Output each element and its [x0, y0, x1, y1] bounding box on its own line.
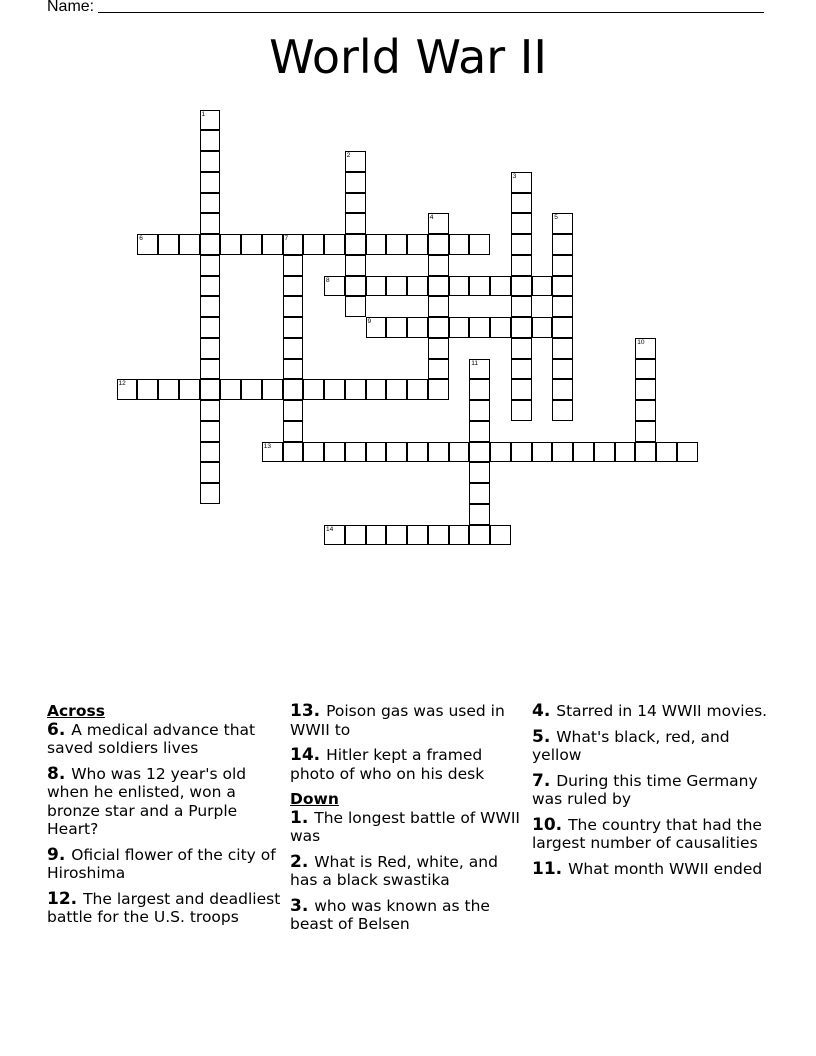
clue-across-6: 6. A medical advance that saved soldiers lives: [47, 719, 256, 757]
grid-cell[interactable]: [552, 213, 573, 234]
grid-cell[interactable]: [137, 234, 158, 255]
grid-cell[interactable]: [200, 483, 221, 504]
grid-cell[interactable]: [366, 276, 387, 297]
grid-cell[interactable]: [200, 296, 221, 317]
grid-cell[interactable]: [552, 234, 573, 255]
grid-cell[interactable]: [200, 338, 221, 359]
grid-cell[interactable]: [366, 234, 387, 255]
grid-cell[interactable]: [200, 379, 221, 400]
grid-cell[interactable]: [407, 379, 428, 400]
grid-cell[interactable]: [469, 504, 490, 525]
grid-cell[interactable]: [428, 317, 449, 338]
grid-cell[interactable]: [469, 317, 490, 338]
grid-cell[interactable]: [283, 296, 304, 317]
clue-across-14: 14. Hitler kept a framed photo of who on his desk: [290, 745, 485, 783]
grid-cell[interactable]: [677, 442, 698, 463]
grid-cell[interactable]: [407, 317, 428, 338]
clue-down-11: 11. What month WWII ended: [532, 858, 763, 879]
grid-cell[interactable]: [469, 525, 490, 546]
grid-cell[interactable]: [137, 379, 158, 400]
grid-cell[interactable]: [179, 234, 200, 255]
grid-cell[interactable]: [158, 379, 179, 400]
grid-cell[interactable]: [262, 379, 283, 400]
grid-cell[interactable]: [345, 193, 366, 214]
grid-cell[interactable]: [345, 234, 366, 255]
grid-cell[interactable]: [200, 400, 221, 421]
grid-cell[interactable]: [324, 234, 345, 255]
name-field[interactable]: [47, 0, 764, 16]
grid-cell[interactable]: [345, 276, 366, 297]
grid-cell[interactable]: [324, 525, 345, 546]
grid-cell[interactable]: [200, 172, 221, 193]
grid-cell[interactable]: [428, 338, 449, 359]
grid-cell[interactable]: [511, 359, 532, 380]
grid-cell[interactable]: [573, 442, 594, 463]
grid-cell[interactable]: [345, 379, 366, 400]
grid-cell[interactable]: [220, 234, 241, 255]
grid-cell[interactable]: [283, 400, 304, 421]
grid-cell[interactable]: [428, 234, 449, 255]
grid-cell[interactable]: [345, 213, 366, 234]
down-heading: Down: [290, 790, 339, 808]
grid-cell[interactable]: [303, 379, 324, 400]
clue-number: 1: [201, 110, 206, 118]
grid-cell[interactable]: [490, 317, 511, 338]
grid-cell[interactable]: [241, 234, 262, 255]
grid-cell[interactable]: [511, 338, 532, 359]
grid-cell[interactable]: [200, 317, 221, 338]
grid-cell[interactable]: [552, 359, 573, 380]
grid-cell[interactable]: [594, 442, 615, 463]
grid-cell[interactable]: [283, 379, 304, 400]
grid-cell[interactable]: [615, 442, 636, 463]
clue-down-5: 5. What's black, red, and yellow: [532, 726, 730, 764]
grid-cell[interactable]: [428, 255, 449, 276]
grid-cell[interactable]: [552, 317, 573, 338]
grid-cell[interactable]: [283, 359, 304, 380]
grid-cell[interactable]: [283, 317, 304, 338]
grid-cell[interactable]: [345, 296, 366, 317]
grid-cell[interactable]: [428, 442, 449, 463]
grid-cell[interactable]: [345, 255, 366, 276]
grid-cell[interactable]: [532, 276, 553, 297]
clue-number: 4: [429, 214, 434, 222]
grid-cell[interactable]: [656, 442, 677, 463]
clue-across-12: 12. The largest and deadliest battle for the U.S. troops: [47, 888, 281, 926]
grid-cell[interactable]: [511, 442, 532, 463]
clue-column-1: [47, 702, 283, 934]
grid-cell[interactable]: [407, 276, 428, 297]
grid-cell[interactable]: [511, 234, 532, 255]
grid-cell[interactable]: [366, 525, 387, 546]
clue-down-4: 4. Starred in 14 WWII movies.: [532, 701, 768, 721]
grid-cell[interactable]: [635, 338, 656, 359]
clue-across-8: 8. Who was 12 year's old when he enlisted, won a bronze star and a Purple Heart?: [47, 763, 247, 838]
grid-cell[interactable]: [262, 442, 283, 463]
grid-cell[interactable]: [200, 213, 221, 234]
clue-number: 7: [284, 235, 289, 242]
grid-cell[interactable]: [635, 359, 656, 380]
grid-cell[interactable]: [449, 525, 470, 546]
grid-cell[interactable]: [469, 234, 490, 255]
grid-cell[interactable]: [366, 442, 387, 463]
grid-cell[interactable]: [386, 442, 407, 463]
grid-cell[interactable]: [324, 442, 345, 463]
grid-cell[interactable]: [386, 276, 407, 297]
grid-cell[interactable]: [200, 193, 221, 214]
grid-cell[interactable]: [200, 462, 221, 483]
grid-cell[interactable]: [200, 151, 221, 172]
grid-cell[interactable]: [511, 276, 532, 297]
grid-cell[interactable]: [635, 400, 656, 421]
grid-cell[interactable]: [200, 442, 221, 463]
grid-cell[interactable]: [469, 462, 490, 483]
grid-cell[interactable]: [511, 296, 532, 317]
grid-cell[interactable]: [635, 442, 656, 463]
grid-cell[interactable]: [179, 379, 200, 400]
grid-cell[interactable]: [552, 442, 573, 463]
across-heading: Across: [47, 702, 105, 720]
grid-cell[interactable]: [407, 442, 428, 463]
grid-cell[interactable]: [407, 234, 428, 255]
grid-cell[interactable]: [200, 110, 221, 131]
grid-cell[interactable]: [407, 525, 428, 546]
grid-cell[interactable]: [469, 379, 490, 400]
grid-cell[interactable]: [552, 400, 573, 421]
grid-cell[interactable]: [386, 379, 407, 400]
clue-down-7: 7. During this time Germany was ruled by: [532, 770, 758, 808]
grid-cell[interactable]: [324, 379, 345, 400]
grid-cell[interactable]: [386, 525, 407, 546]
grid-cell[interactable]: [200, 255, 221, 276]
grid-cell[interactable]: [428, 525, 449, 546]
grid-cell[interactable]: [511, 172, 532, 193]
clue-across-9: 9. Oficial flower of the city of Hiroshima: [47, 844, 276, 882]
grid-cell[interactable]: [635, 421, 656, 442]
grid-cell[interactable]: [345, 172, 366, 193]
grid-cell[interactable]: [200, 234, 221, 255]
grid-cell[interactable]: [283, 442, 304, 463]
grid-cell[interactable]: [283, 276, 304, 297]
grid-cell[interactable]: [345, 525, 366, 546]
grid-cell[interactable]: [532, 317, 553, 338]
clue-down-1: 1. The longest battle of WWII was: [290, 807, 520, 845]
grid-cell[interactable]: [324, 276, 345, 297]
grid-cell[interactable]: [490, 525, 511, 546]
grid-cell[interactable]: [200, 359, 221, 380]
clue-down-10: 10. The country that had the largest number of causalities: [532, 814, 762, 852]
grid-cell[interactable]: [220, 379, 241, 400]
clue-number: 11: [471, 359, 478, 367]
grid-cell[interactable]: [552, 276, 573, 297]
grid-cell[interactable]: [200, 276, 221, 297]
grid-cell[interactable]: [366, 379, 387, 400]
grid-cell[interactable]: [283, 338, 304, 359]
page-title: World War II: [269, 30, 547, 84]
grid-cell[interactable]: [552, 379, 573, 400]
grid-cell[interactable]: [366, 317, 387, 338]
grid-cell[interactable]: [469, 421, 490, 442]
grid-cell[interactable]: [469, 400, 490, 421]
grid-cell[interactable]: [511, 379, 532, 400]
grid-cell[interactable]: [490, 276, 511, 297]
clue-number: 12: [118, 380, 126, 388]
grid-cell[interactable]: [511, 400, 532, 421]
grid-cell[interactable]: [386, 234, 407, 255]
grid-cell[interactable]: [449, 276, 470, 297]
grid-cell[interactable]: [428, 276, 449, 297]
grid-cell[interactable]: [552, 338, 573, 359]
grid-cell[interactable]: [283, 234, 304, 255]
grid-cell[interactable]: [428, 359, 449, 380]
grid-cell[interactable]: [386, 317, 407, 338]
clue-number: 8: [326, 276, 330, 284]
clue-number: 3: [512, 172, 517, 180]
grid-cell[interactable]: [532, 442, 553, 463]
grid-cell[interactable]: [511, 255, 532, 276]
grid-cell[interactable]: [449, 234, 470, 255]
grid-cell[interactable]: [469, 276, 490, 297]
clue-number: 13: [263, 442, 271, 450]
grid-cell[interactable]: [552, 296, 573, 317]
clue-number: 2: [346, 152, 351, 159]
clue-number: 5: [554, 214, 558, 222]
grid-cell[interactable]: [511, 317, 532, 338]
grid-cell[interactable]: [158, 234, 179, 255]
name-line[interactable]: [98, 0, 764, 13]
grid-cell[interactable]: [490, 442, 511, 463]
grid-cell[interactable]: [345, 442, 366, 463]
grid-cell[interactable]: [200, 130, 221, 151]
clue-down-2: 2. What is Red, white, and has a black swastika: [290, 851, 498, 889]
grid-cell[interactable]: [449, 442, 470, 463]
clue-number: 14: [326, 525, 334, 533]
grid-cell[interactable]: [428, 213, 449, 234]
grid-cell[interactable]: [303, 234, 324, 255]
grid-cell[interactable]: [200, 421, 221, 442]
clue-number: 9: [367, 318, 372, 325]
clue-column-3: [532, 702, 768, 885]
name-label: Name:: [47, 0, 95, 15]
clue-number: 6: [139, 235, 143, 242]
grid-cell[interactable]: [345, 151, 366, 172]
clue-across-13: 13. Poison gas was used in WWII to: [290, 701, 505, 739]
clue-down-3: 3. who was known as the beast of Belsen: [290, 895, 490, 933]
grid-cell[interactable]: [511, 193, 532, 214]
grid-cell[interactable]: [511, 213, 532, 234]
grid-cell[interactable]: [449, 317, 470, 338]
grid-cell[interactable]: [262, 234, 283, 255]
grid-cell[interactable]: [117, 379, 138, 400]
grid-cell[interactable]: [428, 379, 449, 400]
grid-cell[interactable]: [283, 255, 304, 276]
grid-cell[interactable]: [469, 359, 490, 380]
clue-number: 10: [637, 338, 645, 346]
grid-cell[interactable]: [552, 255, 573, 276]
grid-cell[interactable]: [428, 296, 449, 317]
grid-cell[interactable]: [241, 379, 262, 400]
clue-column-2: [290, 702, 526, 941]
grid-cell[interactable]: [469, 442, 490, 463]
grid-cell[interactable]: [283, 421, 304, 442]
grid-cell[interactable]: [635, 379, 656, 400]
grid-cell[interactable]: [303, 442, 324, 463]
grid-cell[interactable]: [469, 483, 490, 504]
